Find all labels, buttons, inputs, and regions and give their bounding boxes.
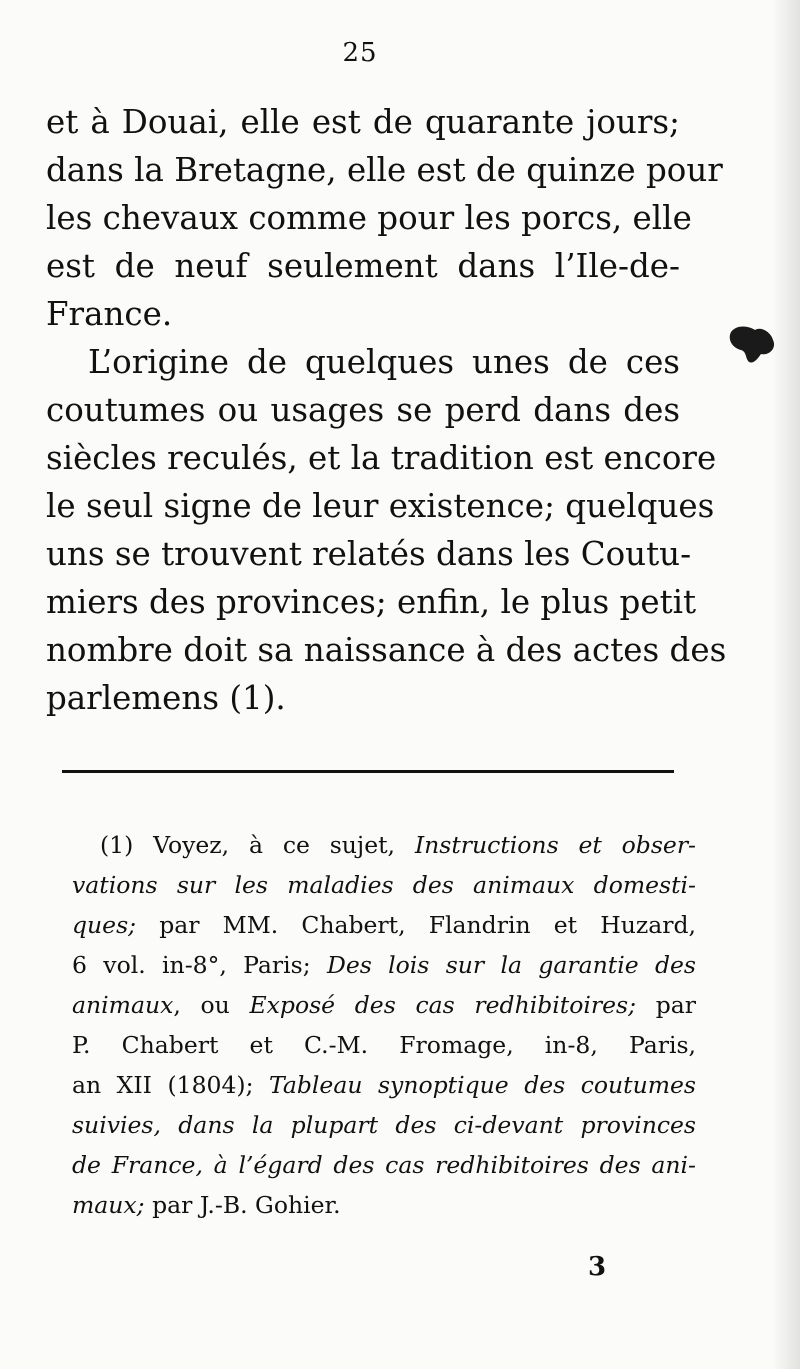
- text-line: coutumes ou usages se perd dans des: [46, 391, 680, 429]
- page-edge-shadow: [772, 0, 800, 1369]
- footnote-line: animaux, ou Exposé des cas redhibitoires; par: [72, 991, 696, 1019]
- footnote-line: maux; par J.-B. Gohier.: [72, 1191, 341, 1219]
- text-line: le seul signe de leur existence; quelques: [46, 487, 715, 525]
- text-line: siècles reculés, et la tradition est encore: [46, 439, 717, 477]
- main-text: [46, 98, 727, 722]
- text-line: et à Douai, elle est de quarante jours;: [46, 103, 680, 141]
- footnote-separator-rule: [62, 770, 674, 773]
- footnote: [72, 825, 696, 1225]
- text-line: L’origine de quelques unes de ces: [88, 343, 680, 381]
- footnote-line: 6 vol. in-8°, Paris; Des lois sur la garantie des: [72, 951, 696, 979]
- text-line: miers des provinces; enfin, le plus petit: [46, 583, 697, 621]
- text-line: les chevaux comme pour les porcs, elle: [46, 199, 692, 237]
- footnote-line: an XII (1804); Tableau synoptique des coutumes: [72, 1071, 696, 1099]
- text-line: est de neuf seulement dans l’Ile-de-: [46, 247, 680, 285]
- text-line: uns se trouvent relatés dans les Coutu-: [46, 535, 692, 573]
- footnote-line: de France, à l’égard des cas redhibitoires des ani-: [72, 1151, 696, 1179]
- text-line: parlemens (1).: [46, 679, 286, 717]
- footnote-line: ques; par MM. Chabert, Flandrin et Huzard,: [72, 911, 696, 939]
- footnote-line: vations sur les maladies des animaux domesti-: [72, 871, 696, 899]
- footnote-line: (1) Voyez, à ce sujet, Instructions et obser-: [100, 831, 696, 859]
- paragraph-1: [46, 98, 723, 338]
- page-number: 25: [342, 38, 378, 68]
- signature-mark: 3: [588, 1252, 607, 1282]
- text-line: nombre doit sa naissance à des actes des: [46, 631, 727, 669]
- footnote-line: P. Chabert et C.-M. Fromage, in-8, Paris,: [72, 1031, 696, 1059]
- footnote-line: suivies, dans la plupart des ci-devant provinces: [72, 1111, 696, 1139]
- text-line: dans la Bretagne, elle est de quinze pour: [46, 151, 723, 189]
- text-line: France.: [46, 295, 173, 333]
- ink-blot-icon: [727, 322, 777, 366]
- paragraph-2: [46, 338, 727, 722]
